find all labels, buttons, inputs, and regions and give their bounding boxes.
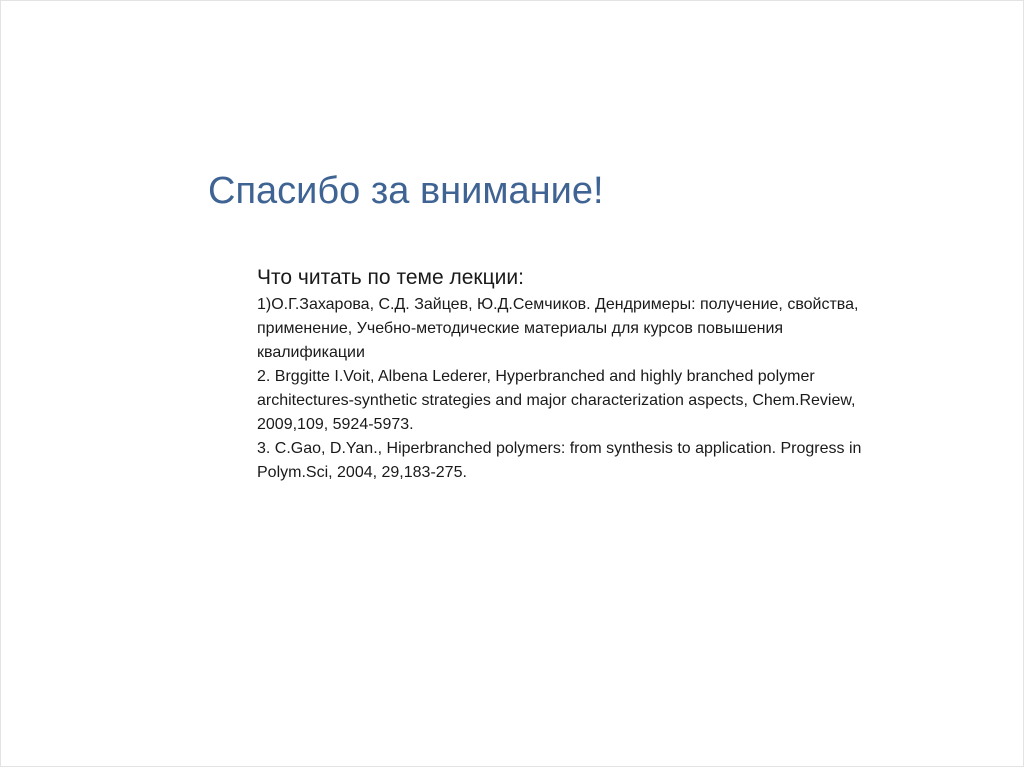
reference-item (257, 365, 957, 437)
reference-line: 2009,109, 5924-5973. (257, 416, 414, 433)
reference-line: 1)О.Г.Захарова, С.Д. Зайцев, Ю.Д.Семчиков. Дендримеры: получение, свойства, (257, 296, 859, 313)
reference-line: 2. Brggitte I.Voit, Albena Lederer, Hyperbranched and highly branched polymer (257, 368, 815, 385)
reference-line: Polym.Sci, 2004, 29,183-275. (257, 464, 467, 481)
reading-heading: Что читать по теме лекции: (257, 266, 524, 289)
reference-line: применение, Учебно-методические материалы для курсов повышения (257, 320, 784, 337)
reference-line: квалификации (257, 344, 365, 361)
reference-line: architectures-synthetic strategies and major characterization aspects, Chem.Review, (257, 392, 856, 409)
reading-list (257, 263, 957, 485)
reference-item (257, 293, 957, 365)
reference-line: 3. C.Gao, D.Yan., Hiperbranched polymers: from synthesis to application. Progress in (257, 440, 862, 457)
reference-item (257, 437, 957, 485)
slide-title: Спасибо за внимание! (208, 170, 604, 212)
